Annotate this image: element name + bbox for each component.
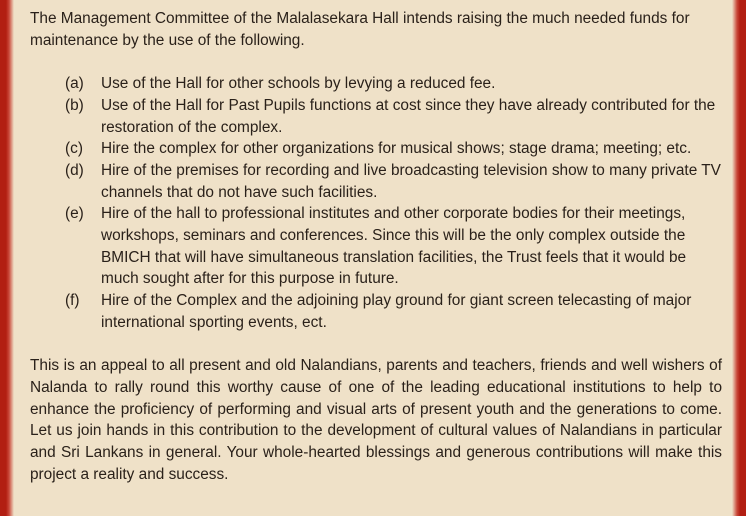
list-item	[30, 138, 722, 160]
list-item-text: Hire of the hall to professional institutes and other corporate bodies for their meetings, workshops, seminars and conferences. Since this will be the only complex outside the BMICH that will have simultaneous translation facilities, the Trust feels that it would be much sought after for this purpose in future.	[101, 205, 687, 288]
right-torn-border	[732, 0, 746, 516]
appeal-paragraph: This is an appeal to all present and old Nalandians, parents and teachers, friends and well wishers of Nalanda to rally round this worthy cause of one of the leading educational institutions to help to enhance the proficiency of performing and visual arts of present youth and the generations to come. Let us join hands in this contribution to the development of cultural values of Nalandians in particular and Sri Lankans in general. Your whole-hearted blessings and generous contributions will make this project a reality and success.	[30, 357, 722, 483]
list-marker: (b)	[65, 96, 84, 114]
list-item	[30, 290, 722, 333]
list-marker: (f)	[65, 292, 80, 310]
list-item	[30, 95, 722, 138]
document-body	[30, 8, 722, 485]
list-marker: (a)	[65, 75, 84, 93]
intro-paragraph: The Management Committee of the Malalasekara Hall intends raising the much needed funds for maintenance by the use of the following.	[30, 10, 690, 49]
list-marker: (e)	[65, 205, 84, 223]
list-item	[30, 203, 722, 290]
list-marker: (d)	[65, 161, 84, 179]
list-item-text: Hire of the Complex and the adjoining play ground for giant screen telecasting of major international sporting events, ect.	[101, 292, 692, 331]
list-item-text: Use of the Hall for other schools by levying a reduced fee.	[101, 75, 496, 93]
list-item	[30, 73, 722, 95]
left-torn-border	[0, 0, 14, 516]
list-item-text: Hire the complex for other organizations for musical shows; stage drama; meeting; etc.	[101, 140, 692, 158]
list-item-text: Hire of the premises for recording and live broadcasting television show to many private TV channels that do not have such facilities.	[101, 161, 721, 201]
funding-methods-list	[30, 73, 722, 333]
list-marker: (c)	[65, 140, 83, 158]
list-item	[30, 160, 722, 203]
list-item-text: Use of the Hall for Past Pupils functions at cost since they have already contributed for the restoration of the complex.	[101, 96, 716, 136]
